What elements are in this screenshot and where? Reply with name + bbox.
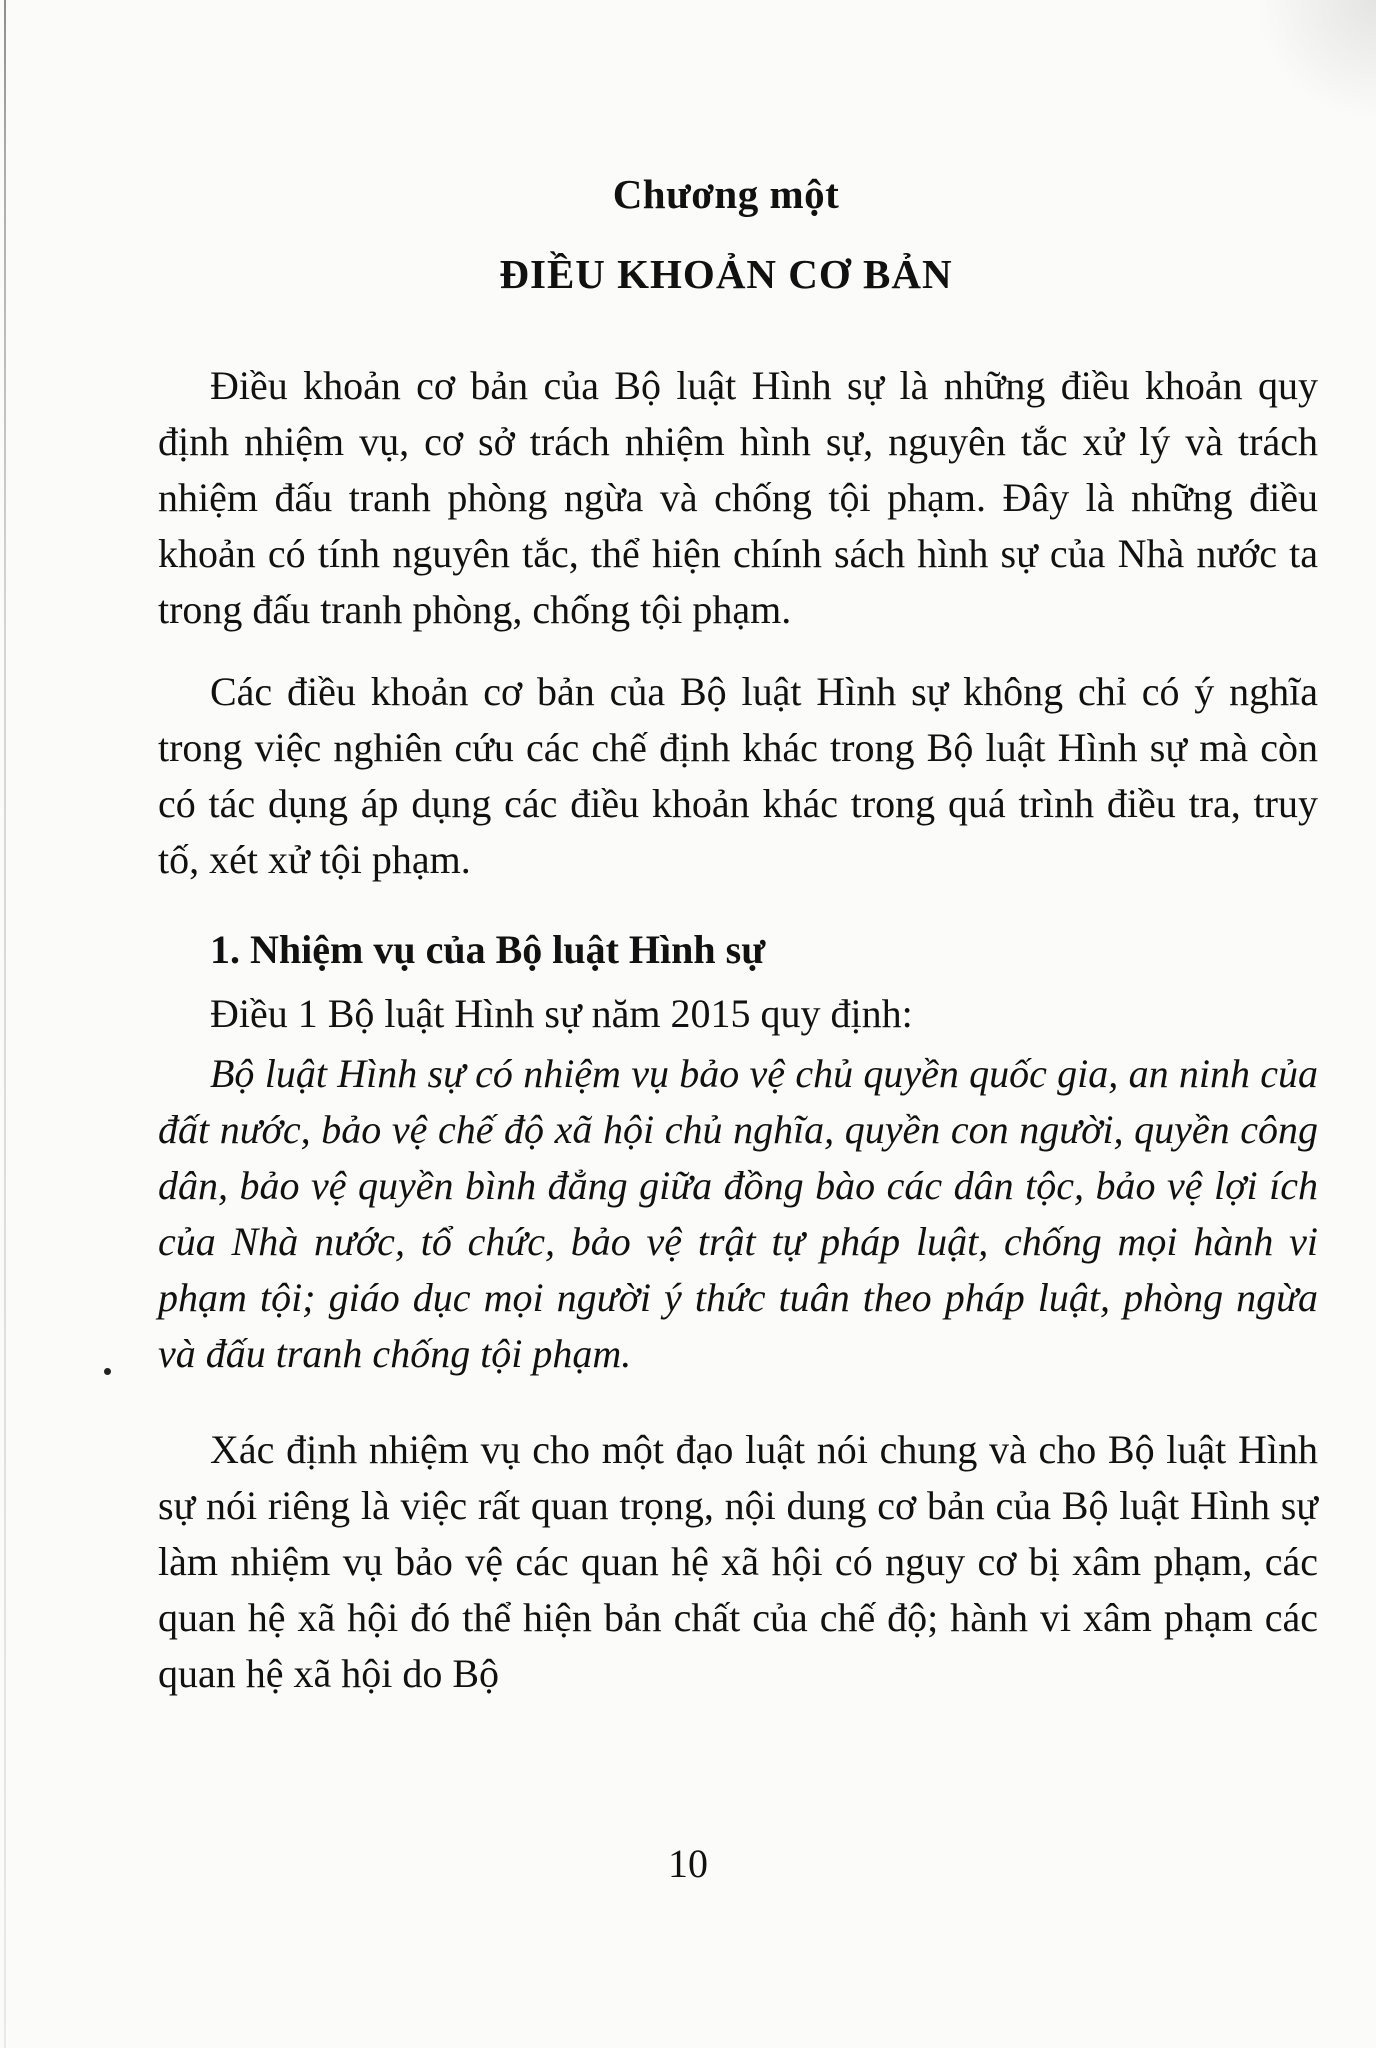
article-intro-line: Điều 1 Bộ luật Hình sự năm 2015 quy định: <box>210 991 913 1036</box>
article-quote: Bộ luật Hình sự có nhiệm vụ bảo vệ chủ quyền quốc gia, an ninh của đất nước, bảo vệ chế độ xã hội chủ nghĩa, quyền con người, quyền công dân, bảo vệ quyền bình đẳng giữa đồng bào các dân tộc, bảo vệ lợi ích của Nhà nước, tổ chức, bảo vệ trật tự pháp luật, chống mọi hành vi phạm tội; giáo dục mọi người ý thức tuân theo pháp luật, phòng ngừa và đấu tranh chống tội phạm. <box>158 1051 1318 1376</box>
intro-paragraph-1: Điều khoản cơ bản của Bộ luật Hình sự là những điều khoản quy định nhiệm vụ, cơ sở trách nhiệm hình sự, nguyên tắc xử lý và trách nhiệm đấu tranh phòng ngừa và chống tội phạm. Đây là những điều khoản có tính nguyên tắc, thể hiện chính sách hình sự của Nhà nước ta trong đấu tranh phòng, chống tội phạm. <box>158 363 1318 632</box>
section-paragraph: Xác định nhiệm vụ cho một đạo luật nói chung và cho Bộ luật Hình sự nói riêng là việc rất quan trọng, nội dung cơ bản của Bộ luật Hình sự làm nhiệm vụ bảo vệ các quan hệ xã hội có nguy cơ bị xâm phạm, các quan hệ xã hội đó thể hiện bản chất của chế độ; hành vi xâm phạm các quan hệ xã hội do Bộ <box>158 1427 1318 1696</box>
corner-shadow <box>1256 0 1376 120</box>
page-content <box>158 168 1318 1702</box>
section-heading: 1. Nhiệm vụ của Bộ luật Hình sự <box>210 927 766 972</box>
ink-speck <box>104 1368 111 1375</box>
page-edge-shadow <box>4 0 6 2048</box>
page-number: 10 <box>668 1841 708 1886</box>
chapter-title: ĐIỀU KHOẢN CƠ BẢN <box>499 251 953 297</box>
chapter-label: Chương một <box>612 171 840 217</box>
intro-paragraph-2: Các điều khoản cơ bản của Bộ luật Hình sự không chỉ có ý nghĩa trong việc nghiên cứu các chế định khác trong Bộ luật Hình sự mà còn có tác dụng áp dụng các điều khoản khác trong quá trình điều tra, truy tố, xét xử tội phạm. <box>158 669 1318 882</box>
